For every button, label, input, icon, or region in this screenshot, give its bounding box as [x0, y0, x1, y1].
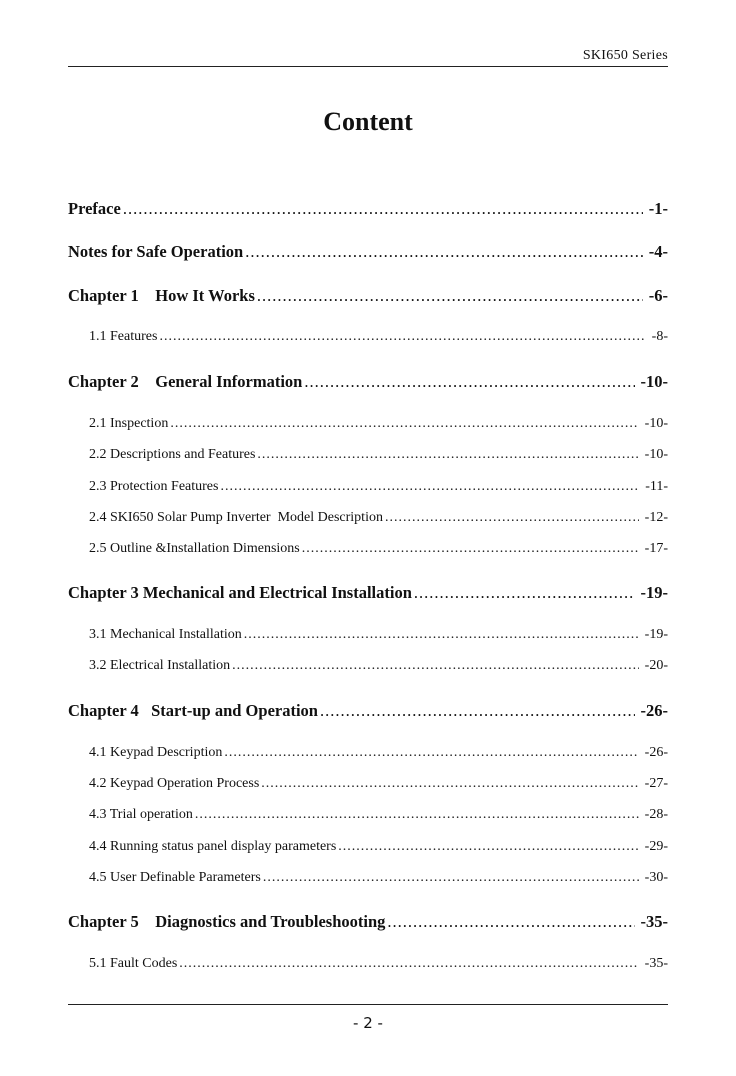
- toc-entry-label: Chapter 2 General Information: [68, 372, 303, 391]
- toc-dot-leader: [263, 870, 639, 886]
- toc-entry-page: -10-: [644, 416, 668, 431]
- toc-entry[interactable]: [89, 956, 668, 972]
- toc-entry-label: 2.3 Protection Features: [89, 479, 219, 494]
- toc-dot-leader: [414, 583, 635, 603]
- toc-entry-label: Chapter 3 Mechanical and Electrical Installation: [68, 583, 412, 602]
- toc-dot-leader: [257, 447, 638, 463]
- toc-entry-label: Chapter 1 How It Works: [68, 286, 255, 305]
- toc-dot-leader: [244, 627, 639, 643]
- toc-entry-page: -27-: [644, 776, 668, 791]
- header-divider: [68, 66, 668, 67]
- toc-dot-leader: [224, 745, 638, 761]
- toc-entry-page: -10-: [640, 372, 668, 391]
- toc-entry[interactable]: [89, 510, 668, 526]
- toc-entry-label: 4.2 Keypad Operation Process: [89, 776, 260, 791]
- toc-entry[interactable]: [89, 839, 668, 855]
- toc-entry[interactable]: [68, 912, 668, 932]
- toc-entry[interactable]: [89, 329, 668, 345]
- toc-dot-leader: [195, 807, 639, 823]
- toc-entry-label: Chapter 4 Start-up and Operation: [68, 701, 318, 720]
- footer-divider: [68, 1004, 668, 1005]
- toc-entry-page: -12-: [644, 510, 668, 525]
- toc-dot-leader: [385, 510, 639, 526]
- toc-entry-page: -35-: [640, 912, 668, 931]
- toc-dot-leader: [304, 372, 634, 392]
- toc-dot-leader: [320, 701, 635, 721]
- toc-entry[interactable]: [89, 870, 668, 886]
- toc-entry-label: 3.2 Electrical Installation: [89, 658, 231, 673]
- toc-dot-leader: [302, 541, 639, 557]
- toc-entry[interactable]: [89, 479, 668, 495]
- toc-entry[interactable]: [68, 286, 668, 306]
- toc-entry-page: -35-: [644, 956, 668, 971]
- toc-dot-leader: [261, 776, 638, 792]
- toc-entry-page: -6-: [648, 286, 668, 305]
- toc-entry-label: 4.3 Trial operation: [89, 807, 193, 822]
- toc-entry-label: 2.2 Descriptions and Features: [89, 447, 256, 462]
- toc-entry-page: -17-: [644, 541, 668, 556]
- toc-dot-leader: [245, 242, 643, 262]
- toc-entry[interactable]: [68, 242, 668, 262]
- toc-entry-page: -19-: [640, 583, 668, 602]
- toc-entry[interactable]: [89, 416, 668, 432]
- toc-entry-page: -19-: [644, 627, 668, 642]
- toc-dot-leader: [159, 329, 645, 345]
- toc-dot-leader: [232, 658, 639, 674]
- toc-dot-leader: [123, 199, 643, 219]
- toc-entry-label: Notes for Safe Operation: [68, 242, 244, 261]
- toc-entry-page: -30-: [644, 870, 668, 885]
- toc-entry-page: -29-: [644, 839, 668, 854]
- toc-entry-label: 2.4 SKI650 Solar Pump Inverter Model Description: [89, 510, 383, 525]
- toc-entry-label: 3.1 Mechanical Installation: [89, 627, 242, 642]
- toc-dot-leader: [179, 956, 638, 972]
- toc-entry[interactable]: [89, 807, 668, 823]
- toc-entry-label: 2.5 Outline &Installation Dimensions: [89, 541, 300, 556]
- toc-entry-page: -8-: [651, 329, 668, 344]
- header-series-label: SKI650 Series: [582, 48, 668, 63]
- toc-entry[interactable]: [89, 658, 668, 674]
- toc-entry-label: Chapter 5 Diagnostics and Troubleshooting: [68, 912, 386, 931]
- toc-dot-leader: [220, 479, 639, 495]
- toc-entry-page: -4-: [648, 242, 668, 261]
- toc-entry-page: -26-: [640, 701, 668, 720]
- toc-entry-page: -28-: [644, 807, 668, 822]
- toc-entry[interactable]: [89, 776, 668, 792]
- footer-page-number: - 2 -: [353, 1014, 383, 1032]
- toc-entry[interactable]: [89, 745, 668, 761]
- toc-entry-page: -10-: [644, 447, 668, 462]
- toc-entry-label: 4.1 Keypad Description: [89, 745, 223, 760]
- toc-entry-label: 1.1 Features: [89, 329, 158, 344]
- toc-entry[interactable]: [68, 372, 668, 392]
- toc-entry-page: -26-: [644, 745, 668, 760]
- toc-entry-page: -20-: [644, 658, 668, 673]
- toc-entry-page: -11-: [645, 479, 668, 494]
- toc-entry[interactable]: [68, 583, 668, 603]
- toc-dot-leader: [387, 912, 634, 932]
- toc-entry[interactable]: [89, 447, 668, 463]
- toc-dot-leader: [257, 286, 643, 306]
- toc-entry-label: 2.1 Inspection: [89, 416, 169, 431]
- toc-entry-label: 4.4 Running status panel display parameters: [89, 839, 337, 854]
- toc-entry-page: -1-: [648, 199, 668, 218]
- toc-entry[interactable]: [89, 541, 668, 557]
- page-title: Content: [323, 107, 413, 136]
- toc-entry[interactable]: [68, 701, 668, 721]
- toc-entry[interactable]: [68, 199, 668, 219]
- toc-entry-label: 4.5 User Definable Parameters: [89, 870, 261, 885]
- toc-dot-leader: [338, 839, 638, 855]
- toc-dot-leader: [170, 416, 638, 432]
- toc-entry[interactable]: [89, 627, 668, 643]
- toc-entry-label: 5.1 Fault Codes: [89, 956, 178, 971]
- toc-entry-label: Preface: [68, 199, 121, 218]
